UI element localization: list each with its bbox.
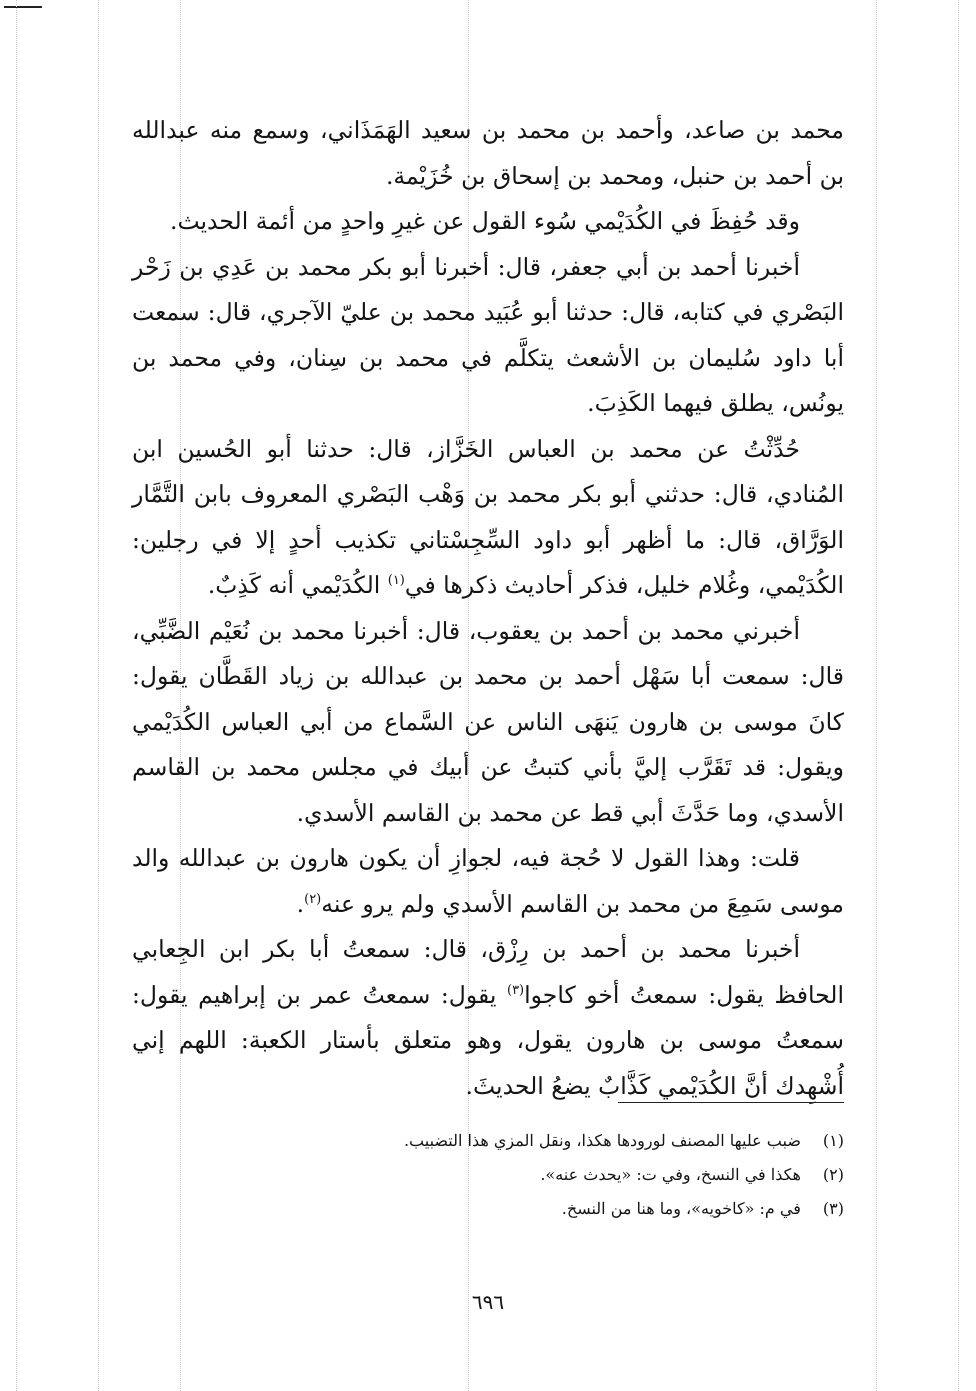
footnote-text: هكذا في النسخ، وفي ت: «يحدث عنه».	[540, 1165, 801, 1184]
footnote-text: في م: «كاخويه»، وما هنا من النسخ.	[561, 1199, 801, 1218]
footnote-3	[250, 1192, 844, 1226]
paragraph-4-text: حُدِّثْتُ عن محمد بن العباس الخَزَّاز، قال: حدثنا أبو الحُسين ابن المُنادي، قال: حدثني أبو بكر محمد بن وَهْب البَصْري المعروف بابن التَّمَّار الوَرَّاق، قال: ما أظهر أبو داود السِّجِسْتاني تكذيب أحدٍ إلا في رجلين: الكُدَيْمي، وغُلام خليل، فذكر أحاديث ذكرها في	[132, 434, 844, 599]
paragraph-6-text: قلت: وهذا القول لا حُجة فيه، لجوازِ أن يكون هارون بن عبدالله والد موسى سَمِعَ من محمد بن القاسم الأسدي ولم يرو عنه	[132, 844, 844, 918]
scan-artifact-line	[16, 0, 17, 1391]
paragraph-7-text: أخبرنا محمد بن أحمد بن رِزْق، قال: سمعتُ أبا بكر ابن الجِعابي الحافظ يقول: سمعتُ أخو كاجوا	[132, 935, 844, 1009]
footnote-number: (١)	[822, 1131, 844, 1150]
paragraph-1: محمد بن صاعد، وأحمد بن محمد بن سعيد الهَمَذَاني، وسمع منه عبدالله بن أحمد بن حنبل، ومحمد بن إسحاق بن خُزَيْمة.	[132, 116, 844, 190]
scan-artifact-line	[958, 0, 959, 1391]
footnote-1	[250, 1124, 844, 1158]
paragraph-6	[132, 836, 844, 927]
footnote-ref-3: (٣)	[506, 982, 525, 998]
footnote-ref-1: (١)	[387, 573, 405, 588]
paragraph-7	[132, 927, 844, 1109]
paragraph-3: أخبرنا أحمد بن أبي جعفر، قال: أخبرنا أبو بكر محمد بن عَدِي بن زَحْر البَصْري في كتابه، قال: حدثنا أبو عُبَيد محمد بن عليّ الآجري، قال: سمعت أبا داود سُليمان بن الأشعث يتكلَّم في محمد بن سِنان، وفي محمد بن يونُس، يطلق فيهما الكَذِبَ.	[132, 252, 844, 417]
footnote-number: (٢)	[822, 1165, 844, 1184]
footnote-number: (٣)	[822, 1199, 844, 1218]
footnote-ref-2: (٢)	[304, 891, 322, 907]
paragraph-6-text-end: .	[296, 889, 305, 918]
paragraph-4	[132, 427, 844, 609]
main-text	[132, 108, 844, 1109]
footnote-2	[250, 1158, 844, 1192]
paragraph-2: وقد حُفِظَ في الكُدَيْمي سُوء القول عن غيرِ واحدٍ من أئمة الحديث.	[169, 207, 800, 235]
scan-artifact-line	[876, 0, 877, 1391]
paragraph-7-text-end: يقول: سمعتُ عمر بن إبراهيم يقول: سمعتُ موسى بن هارون يقول، وهو متعلق بأستار الكعبة: اللهم إني أُشْهِدك أنَّ الكُدَيْمي كَذَّابٌ يضعُ الحديثَ.	[132, 980, 844, 1100]
paragraph-5: أخبرني محمد بن أحمد بن يعقوب، قال: أخبرنا محمد بن نُعَيْم الضَّبِّي، قال: سمعت أبا سَهْل أحمد بن محمد بن عبدالله بن زياد القَطَّان يقول: كانَ موسى بن هارون يَنهَى الناس عن السَّماع من أبي العباس الكُدَيْمي ويقول: قد تَقَرَّب إليَّ بأني كتبتُ عن أبيك في مجلس محمد بن القاسم الأسدي، وما حَدَّثَ أبي قط عن محمد بن القاسم الأسدي.	[132, 616, 844, 827]
footnote-text: ضبب عليها المصنف لورودها هكذا، ونقل المزي هذا التضبيب.	[403, 1131, 801, 1150]
paragraph-4-text-end: الكُدَيْمي أنه كَذِبٌ.	[207, 571, 388, 599]
scan-artifact-line	[98, 0, 99, 1391]
footnotes	[250, 1124, 844, 1226]
page-number: ٦٩٦	[471, 1290, 505, 1314]
corner-rule	[4, 6, 42, 8]
footnote-separator	[618, 1102, 844, 1103]
